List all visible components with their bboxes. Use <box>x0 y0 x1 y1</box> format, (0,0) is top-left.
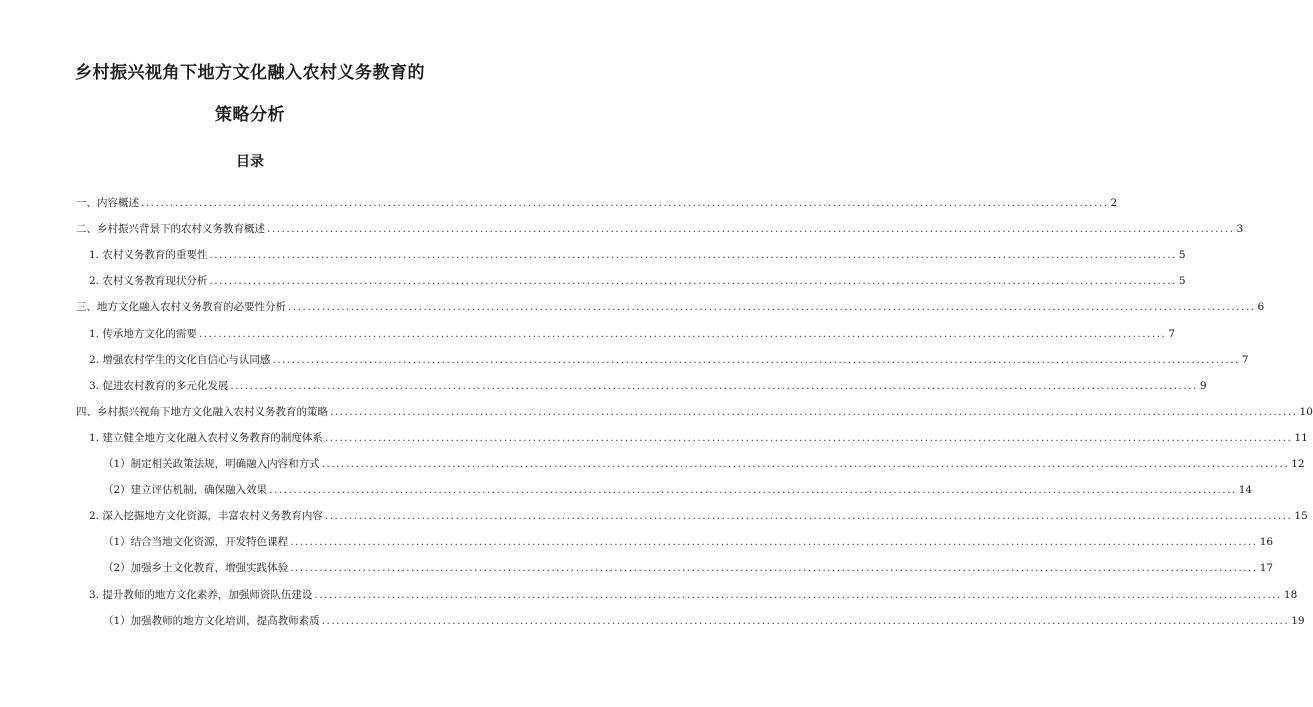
toc-entry[interactable] <box>103 535 1274 549</box>
toc-entry[interactable] <box>89 588 1298 602</box>
toc-dot-leader: ........................................................................................................................................................................................................ <box>272 353 1240 366</box>
toc-entry-label: 1. 传承地方文化的需要 <box>89 327 197 340</box>
toc-entry[interactable] <box>89 379 1207 393</box>
toc-heading: 目录 <box>236 154 264 170</box>
toc-dot-leader: ........................................................................................................................................................................................................ <box>267 223 1235 236</box>
toc-entry-page-number: 18 <box>1283 588 1298 601</box>
toc-entry-page-number: 7 <box>1168 327 1176 340</box>
toc-dot-leader: ........................................................................................................................................................................................................ <box>288 301 1256 314</box>
toc-entry-page-number: 17 <box>1259 562 1274 575</box>
document-title-line-1: 乡村振兴视角下地方文化融入农村义务教育的 <box>75 63 425 83</box>
toc-entry-label: 1. 建立健全地方文化融入农村义务教育的制度体系 <box>89 431 323 444</box>
toc-entry[interactable] <box>76 300 1265 314</box>
toc-entry-label: 2. 深入挖掘地方文化资源，丰富农村义务教育内容 <box>89 510 323 523</box>
toc-entry[interactable] <box>89 327 1176 341</box>
toc-entry[interactable] <box>89 431 1308 445</box>
toc-entry-label: 3. 提升教师的地方文化素养，加强师资队伍建设 <box>89 588 313 601</box>
toc-entry-page-number: 5 <box>1178 249 1186 262</box>
toc-entry-page-number: 10 <box>1299 405 1313 418</box>
document-title-line-2: 策略分析 <box>215 105 285 125</box>
toc-dot-leader: ........................................................................................................................................................................................................ <box>290 562 1258 575</box>
toc-entry[interactable] <box>89 274 1186 288</box>
toc-entry-page-number: 6 <box>1257 301 1265 314</box>
toc-entry[interactable] <box>103 457 1305 471</box>
toc-dot-leader: ........................................................................................................................................................................................................ <box>198 327 1167 340</box>
toc-entry[interactable] <box>76 405 1313 419</box>
toc-dot-leader: ........................................................................................................................................................................................................ <box>269 484 1237 497</box>
toc-dot-leader: ........................................................................................................................................................................................................ <box>290 536 1258 549</box>
toc-entry-label: （1）加强教师的地方文化培训，提高教师素质 <box>103 614 320 627</box>
toc-dot-leader: ........................................................................................................................................................................................................ <box>321 614 1290 627</box>
toc-dot-leader: ........................................................................................................................................................................................................ <box>209 249 1177 262</box>
toc-entry-page-number: 5 <box>1178 275 1186 288</box>
toc-entry[interactable] <box>89 509 1308 523</box>
toc-entry-label: 1. 农村义务教育的重要性 <box>89 249 208 262</box>
toc-entry-label: （1）制定相关政策法规，明确融入内容和方式 <box>103 458 320 470</box>
toc-entry-page-number: 19 <box>1291 614 1305 627</box>
toc-dot-leader: ........................................................................................................................................................................................................ <box>230 379 1198 392</box>
toc-entry-page-number: 2 <box>1110 197 1118 209</box>
toc-entry-label: 三、地方文化融入农村义务教育的必要性分析 <box>76 301 286 314</box>
toc-entry-label: （2）加强乡土文化教育，增强实践体验 <box>103 562 289 575</box>
toc-entry-label: 一、内容概述 <box>76 197 139 209</box>
toc-entry-label: （1）结合当地文化资源，开发特色课程 <box>103 536 289 549</box>
toc-entry[interactable] <box>89 248 1186 262</box>
toc-entry-page-number: 16 <box>1259 536 1274 549</box>
toc-entry-page-number: 9 <box>1199 379 1207 392</box>
toc-entry[interactable] <box>76 222 1244 236</box>
toc-dot-leader: ........................................................................................................................................................................................................ <box>314 588 1282 601</box>
toc-entry-page-number: 3 <box>1236 223 1244 236</box>
toc-entry[interactable] <box>89 353 1249 367</box>
toc-entry-page-number: 11 <box>1294 431 1308 444</box>
toc-entry-label: 2. 农村义务教育现状分析 <box>89 275 208 288</box>
toc-entry-page-number: 7 <box>1241 353 1249 366</box>
toc-entry[interactable] <box>76 196 1118 210</box>
toc-entry-page-number: 15 <box>1294 510 1308 523</box>
toc-dot-leader: ........................................................................................................................................................................................................ <box>324 510 1293 523</box>
toc-dot-leader: ........................................................................................................................................................................................................ <box>330 405 1298 418</box>
toc-entry-label: 2. 增强农村学生的文化自信心与认同感 <box>89 353 271 366</box>
toc-dot-leader: ........................................................................................................................................................................................................ <box>324 431 1293 444</box>
toc-entry-label: 四、乡村振兴视角下地方文化融入农村义务教育的策略 <box>76 405 328 418</box>
toc-dot-leader: ........................................................................................................................................................................................................ <box>141 197 1109 209</box>
toc-entry-label: 二、乡村振兴背景下的农村义务教育概述 <box>76 223 265 236</box>
toc-entry-label: 3. 促进农村教育的多元化发展 <box>89 379 229 392</box>
toc-entry-page-number: 12 <box>1291 458 1305 470</box>
toc-entry-label: （2）建立评估机制，确保融入效果 <box>103 484 268 497</box>
toc-entry-page-number: 14 <box>1238 484 1253 497</box>
toc-entry[interactable] <box>103 561 1274 575</box>
toc-entry[interactable] <box>103 483 1253 497</box>
toc-entry[interactable] <box>103 614 1305 628</box>
toc-dot-leader: ........................................................................................................................................................................................................ <box>209 275 1177 288</box>
toc-dot-leader: ........................................................................................................................................................................................................ <box>321 458 1290 470</box>
